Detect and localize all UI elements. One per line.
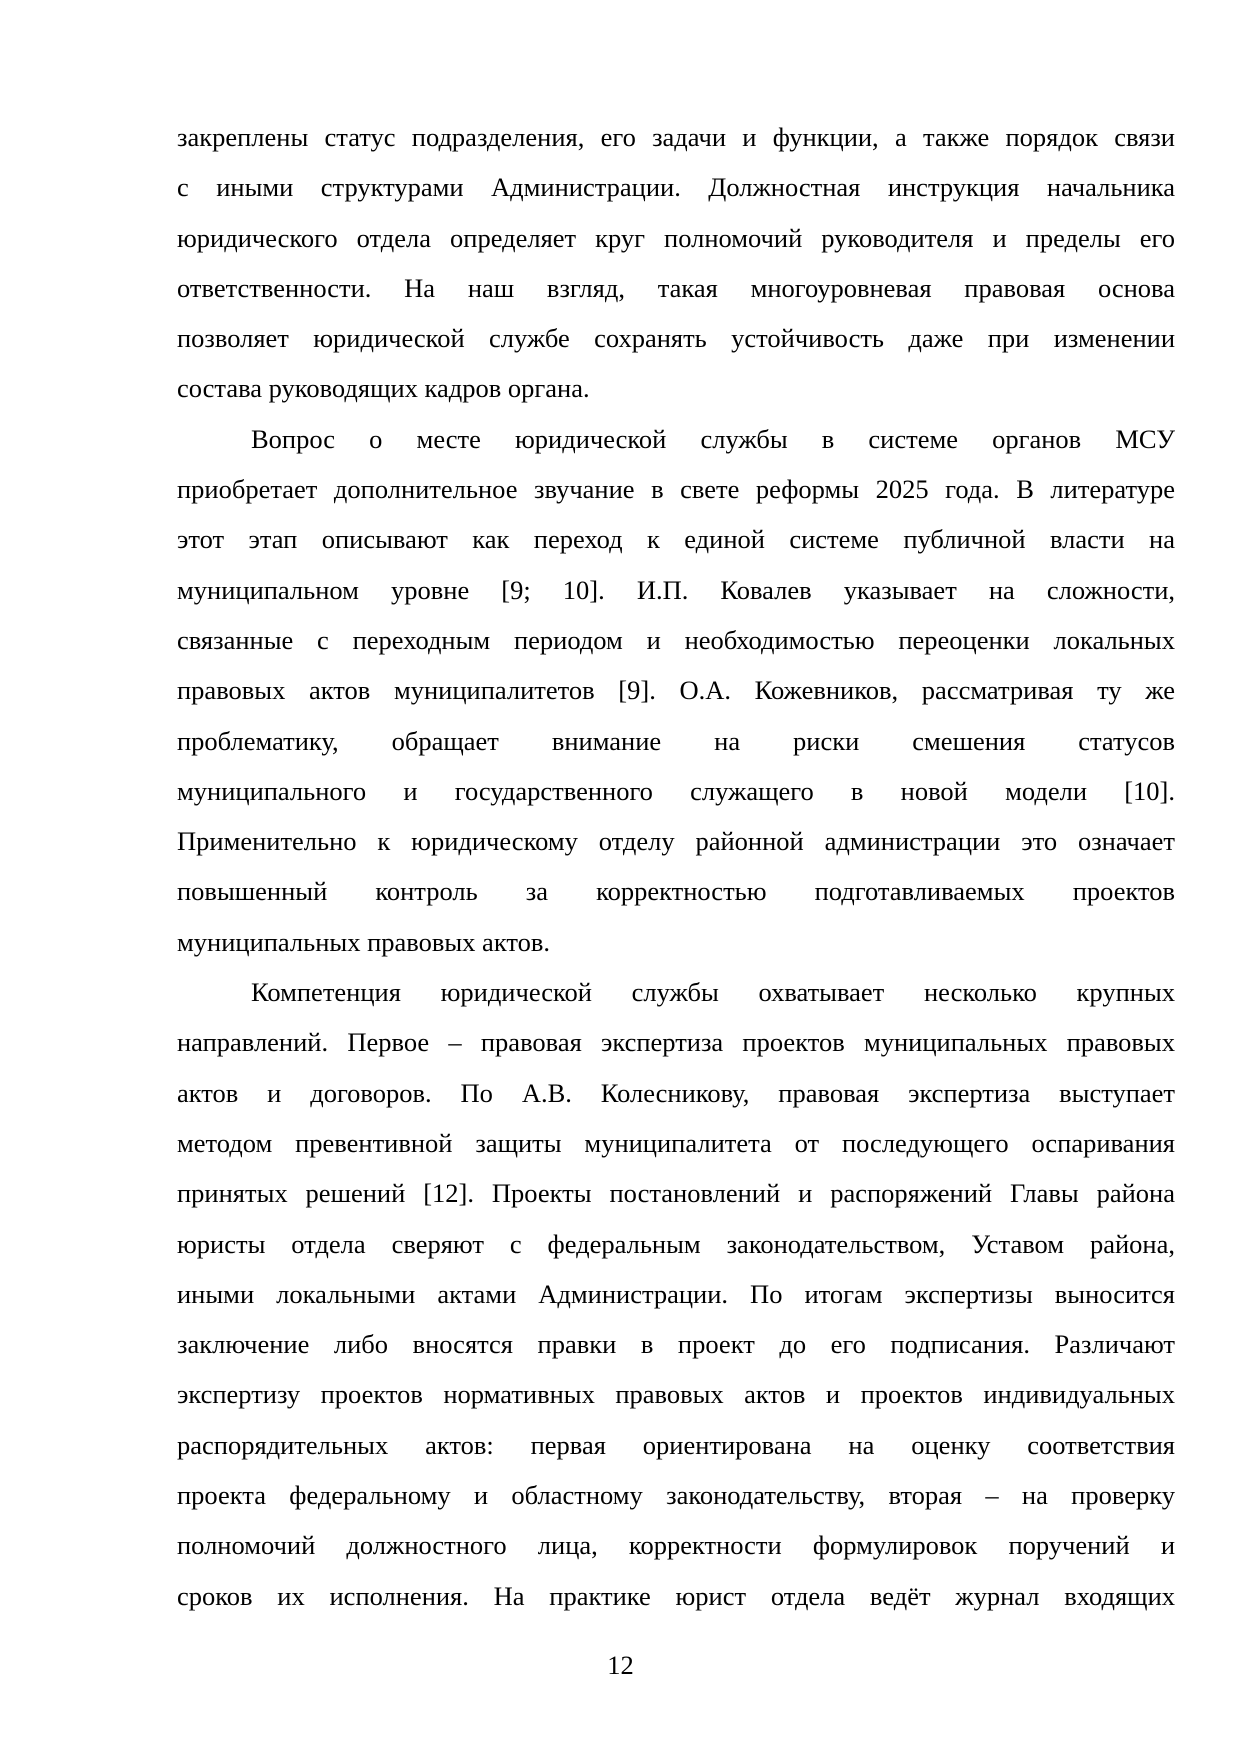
text-line: актов и договоров. По А.В. Колесникову, правовая экспертиза выступает: [177, 1077, 1175, 1108]
text-line: юридического отдела определяет круг полномочий руководителя и пределы его: [177, 222, 1175, 253]
text-line: с иными структурами Администрации. Должностная инструкция начальника: [177, 172, 1175, 203]
text-line: принятых решений [12]. Проекты постановлений и распоряжений Главы района: [177, 1178, 1175, 1209]
text-line: Применительно к юридическому отделу районной администрации это означает: [177, 826, 1175, 857]
text-line: муниципальном уровне [9; 10]. И.П. Ковалев указывает на сложности,: [177, 574, 1175, 605]
text-line: иными локальными актами Администрации. По итогам экспертизы выносится: [177, 1278, 1175, 1309]
page-number: 12: [607, 1650, 634, 1680]
paragraph-first-line: Компетенция юридической службы охватывает несколько крупных: [251, 977, 1175, 1008]
text-line: распорядительных актов: первая ориентирована на оценку соответствия: [177, 1429, 1175, 1460]
text-line: повышенный контроль за корректностью подготавливаемых проектов: [177, 876, 1175, 907]
body-text: [177, 112, 1175, 1621]
text-line: сроков их исполнения. На практике юрист отдела ведёт журнал входящих: [177, 1580, 1175, 1611]
text-line: юристы отдела сверяют с федеральным законодательством, Уставом района,: [177, 1228, 1175, 1259]
text-line: полномочий должностного лица, корректности формулировок поручений и: [177, 1530, 1175, 1561]
text-line: ответственности. На наш взгляд, такая многоуровневая правовая основа: [177, 272, 1175, 303]
text-line: методом превентивной защиты муниципалитета от последующего оспаривания: [177, 1127, 1175, 1158]
text-line: позволяет юридической службе сохранять устойчивость даже при изменении: [177, 323, 1175, 354]
paragraph-first-line: Вопрос о месте юридической службы в системе органов МСУ: [251, 423, 1175, 454]
text-line: направлений. Первое – правовая экспертиза проектов муниципальных правовых: [177, 1027, 1175, 1058]
text-line: приобретает дополнительное звучание в свете реформы 2025 года. В литературе: [177, 474, 1175, 505]
text-line: экспертизу проектов нормативных правовых актов и проектов индивидуальных: [177, 1379, 1175, 1410]
text-line: состава руководящих кадров органа.: [177, 373, 590, 404]
text-line: проекта федеральному и областному законодательству, вторая – на проверку: [177, 1480, 1175, 1511]
text-line: муниципальных правовых актов.: [177, 926, 550, 957]
text-line: закреплены статус подразделения, его задачи и функции, а также порядок связи: [177, 122, 1175, 152]
text-line: заключение либо вносятся правки в проект до его подписания. Различают: [177, 1329, 1175, 1360]
text-line: этот этап описывают как переход к единой системе публичной власти на: [177, 524, 1175, 555]
text-line: проблематику, обращает внимание на риски смешения статусов: [177, 725, 1175, 756]
text-line: связанные с переходным периодом и необходимостью переоценки локальных: [177, 624, 1175, 655]
text-line: правовых актов муниципалитетов [9]. О.А. Кожевников, рассматривая ту же: [177, 675, 1175, 706]
text-line: муниципального и государственного служащего в новой модели [10].: [177, 775, 1175, 806]
